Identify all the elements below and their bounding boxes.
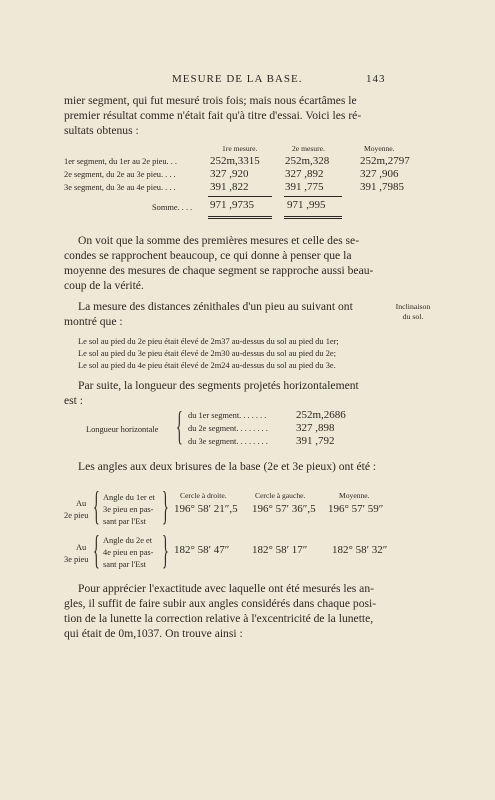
angle-left: 182° 58′ 17″ xyxy=(252,544,308,556)
margin-note: du sol. xyxy=(402,312,424,321)
paragraph-line: moyenne des mesures de chaque segment se rapproche aussi beau- xyxy=(64,264,374,277)
segment-value: 391 ,792 xyxy=(296,435,335,447)
angle-desc: sant par l'Est xyxy=(103,560,146,569)
soil-line: Le sol au pied du 3e pieu était élevé de 2m30 au-dessus du sol au pied du 2e; xyxy=(78,349,336,358)
paragraph-line: Pour apprécier l'exactitude avec laquelle ont été mesurés les an- xyxy=(78,582,374,595)
brace-left: { xyxy=(176,403,183,448)
segment-value: 252m,2686 xyxy=(296,409,346,421)
angle-right: 196° 58′ 21″,5 xyxy=(174,503,238,515)
table-row-label: 1er segment, du 1er au 2e pieu. . . xyxy=(64,157,178,166)
margin-note: Inclinaison xyxy=(395,302,431,311)
brace-right: } xyxy=(162,527,169,572)
running-header: MESURE DE LA BASE. xyxy=(172,73,303,85)
paragraph-line: Par suite, la longueur des segments projetés horizontalement xyxy=(78,379,359,392)
segment-label: du 1er segment. . . . . . . xyxy=(188,411,267,420)
brace-left: { xyxy=(93,527,100,572)
paragraph-line: mier segment, qui fut mesuré trois fois; mais nous écartâmes le xyxy=(64,94,357,107)
column-header: Moyenne. xyxy=(364,144,395,153)
column-header: Cercle à droite. xyxy=(180,491,227,500)
sum-rule xyxy=(284,216,342,217)
angle-desc: 3e pieu en pas- xyxy=(103,505,154,514)
column-header: 1re mesure. xyxy=(222,144,258,153)
paragraph-line: coup de la vérité. xyxy=(64,279,144,292)
table-cell: 327 ,906 xyxy=(360,168,399,180)
soil-line: Le sol au pied du 2e pieu était élevé de 2m37 au-dessus du sol au pied du 1er; xyxy=(78,337,339,346)
total-cell: 971 ,9735 xyxy=(210,199,254,211)
angle-desc: Angle du 2e et xyxy=(103,536,153,545)
horizontal-label: Longueur horizontale xyxy=(86,425,159,434)
segment-label: du 3e segment. . . . . . . . xyxy=(188,437,268,446)
brace-right: } xyxy=(162,483,169,528)
table-cell: 391 ,7985 xyxy=(360,181,404,193)
sum-rule xyxy=(208,218,272,219)
page-number: 143 xyxy=(366,73,386,85)
segment-label: du 2e segment. . . . . . . . xyxy=(188,424,268,433)
table-cell: 391 ,822 xyxy=(210,181,249,193)
angle-desc: 4e pieu en pas- xyxy=(103,548,154,557)
column-header: Cercle à gauche. xyxy=(255,491,306,500)
table-cell: 252m,2797 xyxy=(360,155,410,167)
sum-rule xyxy=(284,196,342,197)
total-cell: 971 ,995 xyxy=(287,199,326,211)
row-pieu: 2e pieu xyxy=(64,511,89,520)
sum-rule xyxy=(284,218,342,219)
paragraph-line: gles, il suffit de faire subir aux angles considérés dans chaque posi- xyxy=(64,597,377,610)
angle-desc: sant par l'Est xyxy=(103,517,146,526)
sum-rule xyxy=(208,216,272,217)
column-header: Moyenne. xyxy=(339,491,370,500)
table-cell: 391 ,775 xyxy=(285,181,324,193)
paragraph-line: est : xyxy=(64,394,83,407)
paragraph-line: sultats obtenus : xyxy=(64,124,139,137)
paragraph-line: premier résultat comme n'était fait qu'à titre d'essai. Voici les ré- xyxy=(64,109,362,122)
row-au: Au xyxy=(76,499,87,508)
angle-left: 196° 57′ 36″,5 xyxy=(252,503,316,515)
paragraph-line: qui était de 0m,1037. On trouve ainsi : xyxy=(64,627,243,640)
soil-line: Le sol au pied du 4e pieu était élevé de 2m24 au-dessus du sol au pied du 3e. xyxy=(78,361,336,370)
paragraph-line: La mesure des distances zénithales d'un pieu au suivant ont xyxy=(78,300,353,313)
angle-desc: Angle du 1er et xyxy=(103,493,155,502)
paragraph-line: tion de la lunette la correction relative à l'excentricité de la lunette, xyxy=(64,612,374,625)
table-cell: 252m,328 xyxy=(285,155,330,167)
paragraph-line: Les angles aux deux brisures de la base (2e et 3e pieux) ont été : xyxy=(78,460,377,473)
total-label: Somme. . . . xyxy=(152,203,193,212)
table-row-label: 3e segment, du 3e au 4e pieu. . . . xyxy=(64,183,176,192)
row-pieu: 3e pieu xyxy=(64,555,89,564)
table-cell: 327 ,892 xyxy=(285,168,324,180)
table-cell: 252m,3315 xyxy=(210,155,260,167)
angle-avg: 196° 57′ 59″ xyxy=(328,503,384,515)
paragraph-line: On voit que la somme des premières mesures et celle des se- xyxy=(78,234,360,247)
row-au: Au xyxy=(76,543,87,552)
column-header: 2e mesure. xyxy=(292,144,325,153)
paragraph-line: montré que : xyxy=(64,315,123,328)
table-row-label: 2e segment, du 2e au 3e pieu. . . . xyxy=(64,170,176,179)
angle-avg: 182° 58′ 32″ xyxy=(332,544,388,556)
angle-right: 182° 58′ 47″ xyxy=(174,544,230,556)
brace-left: { xyxy=(93,483,100,528)
segment-value: 327 ,898 xyxy=(296,422,335,434)
sum-rule xyxy=(208,196,272,197)
table-cell: 327 ,920 xyxy=(210,168,249,180)
paragraph-line: condes se rapprochent beaucoup, ce qui donne à penser que la xyxy=(64,249,352,262)
